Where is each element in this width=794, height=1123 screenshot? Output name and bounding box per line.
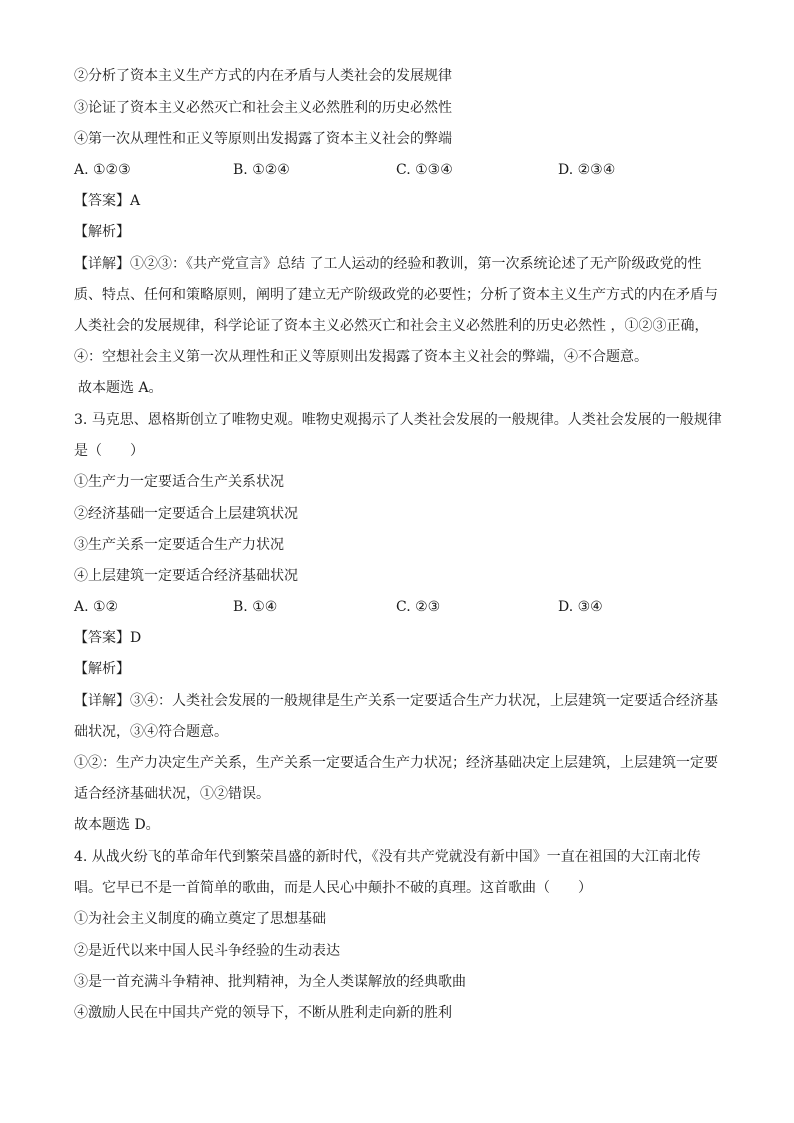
q2-answer: 【答案】A xyxy=(74,193,141,209)
q3-item-3: ③生产关系一定要适合生产力状况 xyxy=(74,537,284,553)
q4-stem-line-2: 唱。它早已不是一首简单的歌曲，而是人民心中颠扑不破的真理。这首歌曲（ ） xyxy=(74,880,592,896)
q4-item-2: ②是近代以来中国人民斗争经验的生动表达 xyxy=(74,943,340,959)
q2-option-c: C. ①③④ xyxy=(396,162,453,178)
q3-detail-line-3: ①②：生产力决定生产关系，生产关系一定要适合生产力状况；经济基础决定上层建筑，上层建筑一定要 xyxy=(74,755,718,771)
q4-item-3: ③是一首充满斗争精神、批判精神，为全人类谋解放的经典歌曲 xyxy=(74,974,466,990)
q3-detail-line-1: 【详解】③④：人类社会发展的一般规律是生产关系一定要适合生产力状况，上层建筑一定要适合经济基 xyxy=(74,693,718,709)
q2-option-a: A. ①②③ xyxy=(74,162,131,178)
q2-detail-line-4: ④：空想社会主义第一次从理性和正义等原则出发揭露了资本主义社会的弊端，④不合题意。 xyxy=(74,349,648,365)
q3-detail-line-2: 础状况，③④符合题意。 xyxy=(74,724,228,740)
q3-conclusion: 故本题选 D。 xyxy=(74,817,160,833)
q3-stem-line-1: 3. 马克思、恩格斯创立了唯物史观。唯物史观揭示了人类社会发展的一般规律。人类社会发展的一般规律 xyxy=(74,412,722,428)
q2-analysis-heading: 【解析】 xyxy=(74,224,130,240)
q2-option-d: D. ②③④ xyxy=(558,162,616,178)
q3-item-4: ④上层建筑一定要适合经济基础状况 xyxy=(74,568,298,584)
q2-item-3: ③论证了资本主义必然灭亡和社会主义必然胜利的历史必然性 xyxy=(74,100,452,116)
q3-analysis-heading: 【解析】 xyxy=(74,661,130,677)
q3-option-a: A. ①② xyxy=(74,599,119,615)
q3-detail-line-4: 适合经济基础状况，①②错误。 xyxy=(74,786,270,802)
q2-conclusion: 故本题选 A。 xyxy=(78,380,163,396)
q3-item-2: ②经济基础一定要适合上层建筑状况 xyxy=(74,506,298,522)
q3-answer: 【答案】D xyxy=(74,630,142,646)
q2-item-4: ④第一次从理性和正义等原则出发揭露了资本主义社会的弊端 xyxy=(74,131,452,147)
q2-detail-line-1: 【详解】①②③：《共产党宣言》总结 了工人运动的经验和教训，第一次系统论述了无产阶级政党的性 xyxy=(74,256,702,272)
q4-stem-line-1: 4. 从战火纷飞的革命年代到繁荣昌盛的新时代，《没有共产党就没有新中国》一直在祖国的大江南北传 xyxy=(74,849,701,865)
q2-item-2: ②分析了资本主义生产方式的内在矛盾与人类社会的发展规律 xyxy=(74,68,452,84)
q3-option-c: C. ②③ xyxy=(396,599,441,615)
q2-detail-line-2: 质、特点、任何和策略原则，阐明了建立无产阶级政党的必要性；分析了资本主义生产方式的内在矛盾与 xyxy=(74,287,718,303)
q3-item-1: ①生产力一定要适合生产关系状况 xyxy=(74,474,284,490)
q4-item-1: ①为社会主义制度的确立奠定了思想基础 xyxy=(74,911,326,927)
q3-option-d: D. ③④ xyxy=(558,599,603,615)
q3-stem-line-2: 是（ ） xyxy=(74,443,144,459)
q3-option-b: B. ①④ xyxy=(233,599,278,615)
q2-detail-line-3: 人类社会的发展规律，科学论证了资本主义必然灭亡和社会主义必然胜利的历史必然性 ，①②③正确， xyxy=(74,318,709,334)
q4-item-4: ④激励人民在中国共产党的领导下，不断从胜利走向新的胜利 xyxy=(74,1005,452,1021)
q2-option-b: B. ①②④ xyxy=(233,162,290,178)
